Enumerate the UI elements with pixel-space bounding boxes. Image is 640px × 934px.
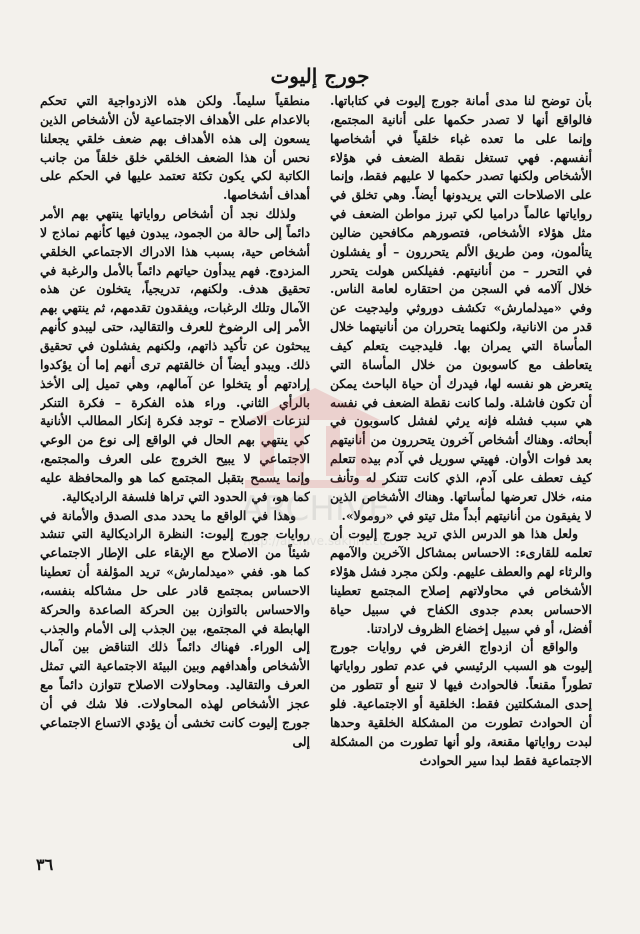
right-column (330, 92, 592, 844)
watermark-url: http://archive.sakhrit.co (243, 534, 387, 548)
watermark-text: ARCHIVE (240, 489, 390, 529)
left-column (40, 92, 310, 844)
paragraph: والواقع أن ازدواج الغرض في روايات جورج إليوت هو السبب الرئيسي في عدم تطور رواياتها تطوراً مقنعاً. فالحوادث فيها لا تنبع أو تتطور من إحدى المشكلتين فقط: الخلقية أو الاجتماعية. فلو أن الحوادث تطورت من المشكلة الخلقية وحدها لبدت رواياتها مقنعة، ولو أنها تطورت من المشكلة الاجتماعية فقط لبدا سير الحوادث (330, 639, 592, 768)
paragraph: بأن توضح لنا مدى أمانة جورج إليوت في كتاباتها. فالواقع أنها لا تصدر حكمها على أنانية المجتمع، وإنما على ما تعده غباء خلقياً في أشخاصها أنفسهم. فهي تستغل نقطة الضعف في هؤلاء الأشخاص ولكنها تصدر حكمها لا عليهم فقط، وإنما على الاصلاحات التي يريدونها أيضاً. وهي تخلق في رواياتها عالماً دراميا لكي تبرز مواطن الضعف في مثل هؤلاء الأشخاص، فتصورهم مكافحين ضالين يتألمون، ومن طريق الألم يتحررون – أو يفشلون في التحرر – من أنانيتهم. ففيلكس هولت يتحرر خلال آلامه في السجن من احتقاره لعامة الناس. وفي «ميدلمارش» تكشف دوروثي وليدجيت عن قدر من الانانية، ولكنهما يتحرران من أنانيتهما خلال المأساة التي يمران بها. فليدجيت يتعلم كيف يتعاطف مع كاسوبون من خلال المأساة التي يتعرض هو نفسه لها، فيدرك أن حياة الباحث يمكن أن تكون فاشلة. ولما كانت نقطة الضعف في نفسه هي سبب فشله فإنه يرثي لفشل كاسوبون في أبحاثه. وهناك أشخاص آخرون يتحررون من أنانيتهم بعد فوات الأوان. فهيتي سوريل في آدم بيده تتعلم كيف تعطف على آدم، الذي كانت تتنكر له وتأنف منه، خلال تعرضها لمأساتها. وهناك الأشخاص الذين لا يفيقون من أنانيتهم أبداً مثل تيتو في «رومولا». (330, 93, 592, 523)
paragraph: منطقياً سليماً. ولكن هذه الازدواجية التي تحكم بالاعدام على الأهداف الاجتماعية لأن الأشخاص الذين يسعون إلى هذه الأهداف بهم ضعف خلقي يجعلنا نحس أن هذا الضعف الخلقي خلق خلقاً من جانب الكاتبة لكي يكون تكئة تعتمد عليها في الحكم على أهداف أشخاصها. (40, 93, 310, 203)
paragraph: ولعل هذا هو الدرس الذي تريد جورج إليوت أن تعلمه للقارىء: الاحساس بمشاكل الآخرين والآمهم والرثاء لهم والعطف عليهم. ولكن مجرد فشل هؤلاء الأشخاص في محاولاتهم إصلاح المجتمع تعطينا الاحساس بعدم جدوى الكفاح في سبيل حياة أفضل، أو في سبيل إخضاع الظروف لارادتنا. (330, 526, 592, 636)
page-number: ٣٦ (36, 855, 54, 874)
page-title: جورج إليوت (270, 64, 370, 88)
paragraph: وهذا في الواقع ما يحدد مدى الصدق والأمانة في روايات جورج إليوت: النظرة الراديكالية التي تنشد شيئاً من الاصلاح مع الإبقاء على الإطار الاجتماعي كما هو. ففي «ميدلمارش» تريد المؤلفة أن تعطينا الاحساس بمجتمع قادر على حل مشاكله بنفسه، والاحساس بالتوازن بين الحركة الصاعدة والحركة الهابطة في المجتمع، بين الجذب إلى الأمام والجذب إلى الوراء. فهناك دائماً ذلك التناقض بين آمال الأشخاص وأهدافهم وبين البيئة الاجتماعية التي تمثل العرف والتقاليد. ومحاولات الاصلاح تتوازن دائماً مع عجز الأشخاص لهذه المحاولات. فلا شك في أن جورج إليوت كانت تخشى أن يؤدي الاتساع الاجتماعي إلى (40, 507, 310, 749)
paragraph: ولذلك نجد أن أشخاص رواياتها ينتهي بهم الأمر دائماً إلى حالة من الجمود، يبدون فيها كأنهم نماذج لا أشخاص حية، بسبب هذا الادراك الاجتماعي الخلقي المزدوج. فهم يبدأون حياتهم دائماً بالأمل والرغبة في تحقيق هدف. ولكنهم، تدريجياً، يتخلون عن هذه الآمال وتلك الرغبات، ويفقدون تقدمهم، ثم ينتهي بهم الأمر إلى الرضوخ للعرف والتقاليد، حتى ليبدو كأنهم يبحثون عن تأكيد ذاتهم، ولكنهم يفشلون في تحقيق ذلك. ويبدو أيضاً أن خالقتهم ترى أنهم إما أن يؤكدوا إرادتهم أو يتخلوا عن آمالهم، وهي تميل إلى الأخذ بالرأي الثاني. وراء هذه الفكرة – فكرة التنكر لنزعات الاصلاح – توجد فكرة إنكار المطالب الأنانية كي ينتهي بهم الحال في الواقع إلى نوع من الوعي الاجتماعي لا يبيح الخروج على العرف والمجتمع، وإنما يسمح بتقبل المجتمع كما هو والمحافظة عليه كما هو، في الحدود التي تراها فلسفة الراديكالية. (40, 206, 310, 504)
